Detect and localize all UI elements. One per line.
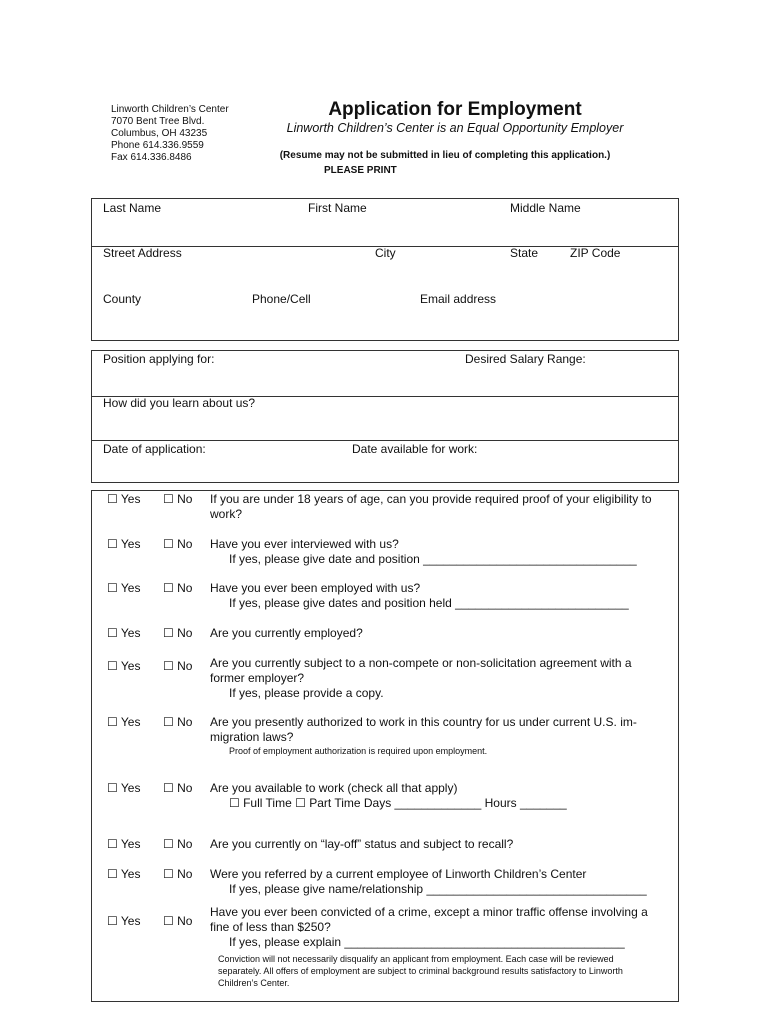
- state-field[interactable]: State: [510, 246, 539, 260]
- zip-code-field[interactable]: ZIP Code: [570, 246, 621, 260]
- question-block: [210, 715, 665, 757]
- question-block: [210, 656, 665, 701]
- question-text: Have you ever interviewed with us?: [210, 537, 399, 551]
- question-followup[interactable]: If yes, please give date and position ________________________________: [229, 552, 637, 566]
- org-fax: Fax 614.336.8486: [111, 152, 192, 163]
- position-field[interactable]: Position applying for:: [103, 352, 215, 366]
- page-title: Application for Employment: [328, 99, 582, 120]
- question-block: [210, 905, 665, 989]
- question-followup[interactable]: If yes, please give dates and position held __________________________: [229, 596, 629, 610]
- resume-note: (Resume may not be submitted in lieu of completing this application.): [279, 150, 611, 161]
- middle-name-field[interactable]: Middle Name: [510, 201, 581, 215]
- no-checkbox[interactable]: ☐ No: [163, 715, 193, 729]
- email-field[interactable]: Email address: [420, 292, 497, 306]
- question-note: Proof of employment authorization is required upon employment.: [229, 746, 488, 756]
- yes-checkbox[interactable]: ☐ Yes: [107, 492, 141, 506]
- question-block: [210, 781, 665, 811]
- org-name: Linworth Children’s Center: [111, 104, 229, 115]
- yes-checkbox[interactable]: ☐ Yes: [107, 537, 141, 551]
- question-text: If you are under 18 years of age, can you provide required proof of your eligibility to work?: [210, 492, 652, 521]
- question-block: [210, 537, 665, 567]
- no-checkbox[interactable]: ☐ No: [163, 537, 193, 551]
- yes-checkbox[interactable]: ☐ Yes: [107, 659, 141, 673]
- last-name-field[interactable]: Last Name: [103, 201, 162, 215]
- question-block: [210, 581, 665, 611]
- date-available-field[interactable]: Date available for work:: [352, 442, 478, 456]
- yes-checkbox[interactable]: ☐ Yes: [107, 867, 141, 881]
- please-print-note: PLEASE PRINT: [324, 165, 397, 176]
- position-section: [91, 350, 679, 483]
- no-checkbox[interactable]: ☐ No: [163, 867, 193, 881]
- conviction-note: Conviction will not necessarily disqualify an applicant from employment. Each case will be reviewed separately. All offers of employment are subject to criminal background results satisfactory to Linworth Children’s Center.: [218, 954, 623, 988]
- question-text: Are you currently on “lay-off” status and subject to recall?: [210, 837, 514, 851]
- organization-address: [111, 104, 229, 164]
- yes-checkbox[interactable]: ☐ Yes: [107, 781, 141, 795]
- org-phone: Phone 614.336.9559: [111, 140, 204, 151]
- page-subtitle: Linworth Children’s Center is an Equal Opportunity Employer: [286, 121, 624, 135]
- availability-options[interactable]: ☐ Full Time ☐ Part Time Days _____________ Hours _______: [229, 796, 567, 810]
- no-checkbox[interactable]: ☐ No: [163, 659, 193, 673]
- question-text: Were you referred by a current employee of Linworth Children’s Center: [210, 867, 587, 881]
- org-street: 7070 Bent Tree Blvd.: [111, 116, 205, 127]
- question-followup[interactable]: If yes, please explain __________________________________________: [229, 935, 625, 949]
- no-checkbox[interactable]: ☐ No: [163, 492, 193, 506]
- yes-checkbox[interactable]: ☐ Yes: [107, 715, 141, 729]
- city-field[interactable]: City: [375, 246, 396, 260]
- yes-checkbox[interactable]: ☐ Yes: [107, 626, 141, 640]
- no-checkbox[interactable]: ☐ No: [163, 781, 193, 795]
- divider: [92, 440, 678, 441]
- question-text: Are you currently subject to a non-compete or non-solicitation agreement with a former employer?: [210, 656, 632, 685]
- date-of-application-field[interactable]: Date of application:: [103, 442, 206, 456]
- county-field[interactable]: County: [103, 292, 142, 306]
- yes-checkbox[interactable]: ☐ Yes: [107, 914, 141, 928]
- no-checkbox[interactable]: ☐ No: [163, 626, 193, 640]
- phone-field[interactable]: Phone/Cell: [252, 292, 311, 306]
- no-checkbox[interactable]: ☐ No: [163, 837, 193, 851]
- question-followup: If yes, please provide a copy.: [229, 686, 384, 700]
- question-text: Are you currently employed?: [210, 626, 363, 640]
- yes-checkbox[interactable]: ☐ Yes: [107, 837, 141, 851]
- questions-section: [91, 490, 679, 1002]
- question-followup[interactable]: If yes, please give name/relationship _________________________________: [229, 882, 647, 896]
- salary-field[interactable]: Desired Salary Range:: [465, 352, 586, 366]
- question-block: [210, 867, 665, 897]
- org-city: Columbus, OH 43235: [111, 128, 208, 139]
- question-text: Have you ever been convicted of a crime, except a minor traffic offense involving a fine of less than $250?: [210, 905, 648, 934]
- first-name-field[interactable]: First Name: [308, 201, 367, 215]
- yes-checkbox[interactable]: ☐ Yes: [107, 581, 141, 595]
- question-text: Are you available to work (check all that apply): [210, 781, 458, 795]
- personal-info-section: [91, 198, 679, 341]
- learn-about-us-field[interactable]: How did you learn about us?: [103, 396, 256, 410]
- no-checkbox[interactable]: ☐ No: [163, 581, 193, 595]
- no-checkbox[interactable]: ☐ No: [163, 914, 193, 928]
- question-text: Have you ever been employed with us?: [210, 581, 421, 595]
- question-text: Are you presently authorized to work in this country for us under current U.S. im-migration laws?: [210, 715, 637, 744]
- street-address-field[interactable]: Street Address: [103, 246, 182, 260]
